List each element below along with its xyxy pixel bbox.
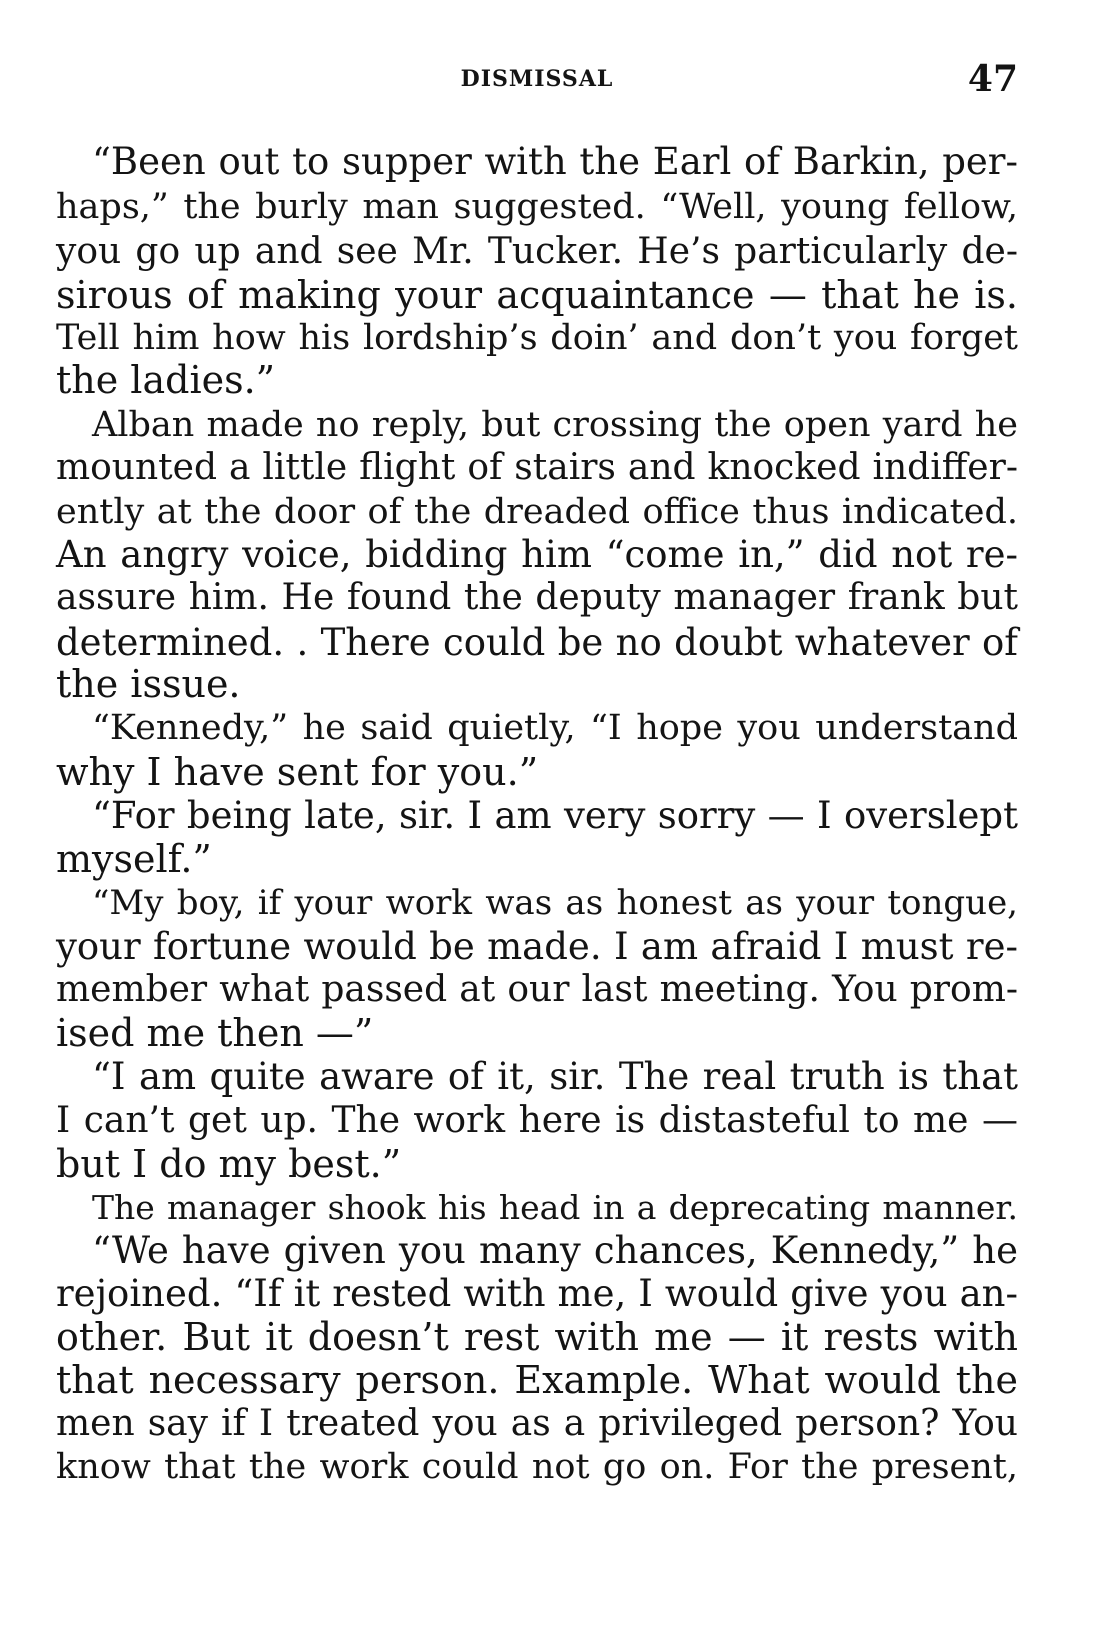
text-line-paragraph-start: “My boy, if your work was as honest as your tongue,	[92, 883, 1018, 923]
text-line: know that the work could not go on. For the present,	[56, 1447, 1018, 1487]
text-line-paragraph-single: The manager shook his head in a deprecating manner.	[92, 1188, 1018, 1227]
text-line-paragraph-end: the issue.	[56, 662, 241, 706]
text-line: sirous of making your acquaintance — that he is.	[56, 273, 1018, 317]
text-line-paragraph-start: “Kennedy,” he said quietly, “I hope you understand	[92, 708, 1018, 748]
text-line: assure him. He found the deputy manager frank but	[56, 577, 1018, 618]
chapter-title: DISMISSAL	[460, 66, 614, 92]
text-line: determined. . There could be no doubt whatever of	[56, 621, 1018, 664]
text-line: your fortune would be made. I am afraid I must re-	[56, 925, 1018, 968]
text-line: men say if I treated you as a privileged person? You	[56, 1403, 1018, 1444]
text-line: Tell him how his lordship’s doin’ and don’t you forget	[56, 318, 1018, 358]
text-line: mounted a little flight of stairs and knocked indiffer-	[56, 447, 1018, 488]
page-number: 47	[967, 58, 1018, 100]
text-line: An angry voice, bidding him “come in,” did not re-	[56, 533, 1018, 576]
text-line-paragraph-start: “We have given you many chances, Kennedy,” he	[92, 1229, 1018, 1272]
text-line: I can’t get up. The work here is distasteful to me —	[56, 1100, 1018, 1141]
text-line-paragraph-start: “For being late, sir. I am very sorry — I overslept	[92, 794, 1018, 837]
text-line-paragraph-start: Alban made no reply, but crossing the open yard he	[92, 405, 1018, 445]
text-line-paragraph-end: but I do my best.”	[56, 1142, 402, 1186]
text-line: ently at the door of the dreaded office thus indicated.	[56, 492, 1018, 532]
text-line-paragraph-end: why I have sent for you.”	[56, 750, 539, 794]
running-head	[56, 58, 1018, 98]
text-line: member what passed at our last meeting. You prom-	[56, 969, 1018, 1010]
text-line: other. But it doesn’t rest with me — it rests with	[56, 1315, 1018, 1359]
text-line-paragraph-end: the ladies.”	[56, 358, 276, 402]
text-line: you go up and see Mr. Tucker. He’s particularly de-	[56, 231, 1018, 272]
text-line: haps,” the burly man suggested. “Well, young fellow,	[56, 187, 1018, 227]
text-line: that necessary person. Example. What would the	[56, 1358, 1018, 1402]
text-line-paragraph-end: ised me then —”	[56, 1011, 374, 1055]
text-line: rejoined. “If it rested with me, I would give you an-	[56, 1272, 1018, 1315]
text-line-paragraph-start: “Been out to supper with the Earl of Barkin, per-	[92, 140, 1018, 183]
text-line-paragraph-end: myself.”	[56, 837, 212, 881]
text-line-paragraph-start: “I am quite aware of it, sir. The real truth is that	[92, 1055, 1018, 1098]
